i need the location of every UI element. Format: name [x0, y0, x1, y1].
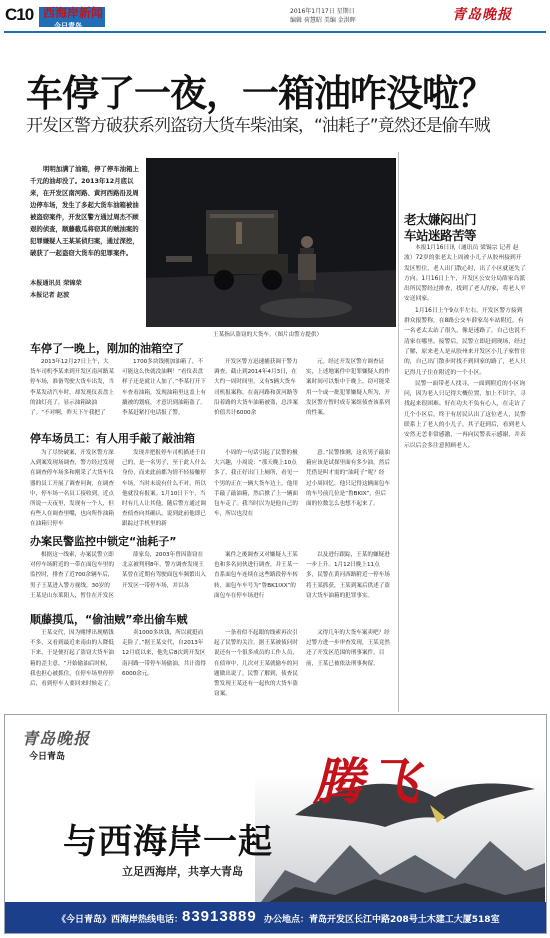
issue-date: 2016年1月17日 星期日: [290, 8, 355, 15]
advertisement: [4, 714, 547, 934]
credit-correspondent: 本报通讯员 荣锦荣: [30, 280, 82, 287]
masthead-rule: [4, 31, 546, 33]
column-text: 案件之後调查又对嫌疑人王某也和多名同伙进行调查，并王某一直系面包车连续在这些路段停车转转，面包车车号为“鲁BK1IXX”的面包车在停车场进行: [214, 552, 298, 599]
text-column: [214, 550, 298, 606]
ad-sub-slogan: 立足西海岸，共享大青岛: [122, 865, 243, 878]
section-heading: 停车场员工：有人用手敲了敲油箱: [30, 432, 195, 445]
sidebar-title-line-2: 车站迷路苦等: [404, 228, 477, 243]
section-columns: [30, 357, 390, 423]
column-text: 小周的一句话引起了民警的极大兴趣，小周说：“那天晚上10点多了，我正好出门上厕所，看见一个男的正在一辆大货车边上，他用手敲了敲油箱，然后掀了上一辆面包车走了。我当时以为是他自己的车，所以也没在: [214, 450, 298, 518]
sidebar-paragraph: 民警一面带老人找寻，一面到附近的小区询问，因为老人只记得大概位置，加上不识字，寻找起来很困难。好在功夫不负有心人，在走访了几个小区后，终于有居民认出了这位老人，民警联系上了老人的小儿子，其子赶到后，看到老人安然无恙非常感激，一再向民警表示感谢，并表示以后会多注意照顾老人。: [404, 380, 526, 449]
column-text: 意。”民警推测，这名男子敲油箱应该是试探里面有多少油，然后凭借是叫才需的“油耗子”呢？经过小周回忆，他只记得这辆面包车的车号前几位是“鲁BKIX”，但后面的位数怎么也想不起来了。: [306, 450, 390, 508]
text-column: [306, 448, 390, 528]
ad-newspaper-logo: 青岛晚报: [22, 729, 91, 748]
column-text: 发现并把报停车司机描述于自己的，是一名男子，至于此人什么身份，而来此前都为情不轻接触停车场，当时未说有什么不对，所以他就没有报案。1月10日下午，当时有几人让其他，随后警方通过调查侦查向其确认，说到此前他即已跟踪过手机里的新: [122, 450, 206, 528]
ad-phone-number: 83913889: [182, 908, 257, 925]
column-divider: [398, 152, 399, 712]
sidebar-paragraph: 本报1月16日讯（通讯员 梁锡宗 记者 赵波）72岁的张老太上周被小儿子从胶州接到开发区暂住，老人出门散心时，出了小区就迷失了方向。1月16日上午，开发区公安分局薛家岛派出所民警经过排查，找到了老人的家，将老人平安送回家。: [404, 245, 526, 303]
ad-main-slogan: 与西海岸一起: [63, 822, 273, 862]
ad-calligraphy: 腾飞: [313, 752, 425, 811]
photo-caption: 王某指认盗窃的大货车。（图片由警方提供）: [213, 332, 323, 338]
text-column: [214, 628, 298, 706]
ad-hotline-label: 《今日青岛》西海岸热线电话：: [57, 915, 184, 925]
text-column: [122, 448, 206, 528]
editor-credits: 编辑 荷慧昭 美编 金洪晖: [290, 17, 356, 24]
article-headline: 车停了一夜，一箱油咋没啦？: [26, 72, 494, 115]
section-subtitle: 今日青岛: [54, 22, 82, 30]
photo-night-truck: [146, 158, 396, 327]
column-text: 王某交代，因为赌博出现赌钱不多，又看到最近来南由的人降低下来，于是便打起了盗窃大货车油箱的歪主意。“开始偷油后时候，我也担心被抓住，在停车场里停停后，看到停车人要回来时候走了。: [30, 630, 114, 688]
section-title: 西海岸新闻: [43, 6, 104, 20]
credit-reporter: 本报记者 赵波: [30, 292, 70, 299]
page-number: C10: [5, 5, 34, 24]
text-column: [30, 628, 114, 706]
ad-office-address: 办公地点：青岛开发区长江中路208号土木建工大厦518室: [264, 915, 500, 925]
text-column: [306, 357, 390, 423]
section-heading: 车停了一晚上，刚加的油箱空了: [30, 342, 184, 355]
column-text: 开发区警方迅速捕获调千警力调查。截止到2014年4月3日，在大约一周时间里，又有5辆大货车司机报案称，在南河路和黄河路等沿着路的大货车油箱被盗，总涉案价值共计6000余: [214, 359, 298, 417]
section-columns: [30, 550, 390, 606]
text-column: [30, 357, 114, 423]
column-text: 根据这一线索，办案民警立即对停车场附近的一带在面包车里的监控时，排查了近700余辆车后，男子王某进入警方视线。30岁的王某是山东莱阳人，暂住在开发区: [30, 552, 114, 599]
text-column: [306, 550, 390, 606]
newspaper-logo: 青岛晚报: [452, 7, 512, 23]
sidebar-title-line-1: 老太嫌闷出门: [404, 212, 477, 227]
section-columns: [30, 448, 390, 528]
masthead: [0, 0, 550, 30]
column-text: 元。经过开发区警方调查证实，上述地案件中犯罪嫌疑人的作案时间可以集中于晚上，窃可能采用一个或一批犯罪嫌疑人所为，开发区警方暂时成专案组侦查该系列的性案。: [306, 359, 390, 417]
article-photo: [146, 158, 396, 327]
column-text: 卖1000多块钱，所以就挺而走险了。”据王某交代，自2013年12月底以来，他先后8次到开发区南河路一带停车场偷油，共计盗得6000余元。: [122, 630, 206, 677]
sidebar-paragraph: 1月16日上午9点半左右，开发区警方接到群众报警称，在8路公交车薛家岛车站附近，有一名老太太站了很久，像是迷路了，自己也说不清家在哪里。接警后，民警立即赶到现场，经过了解，原来老人是从胶州来开发区小儿子家暂住的，自己出门散步时找不到回家的路了，老人只记得儿子住在附近的一个小区。: [404, 307, 526, 376]
column-text: 一条看似不起眼的线索再次引起了民警的关注。据王某被侦问时说还有一个很多成员的工作人员，在侦审中，几次对王某就偷车的问题做出说了，民警了解到，侦查民警发现王某还有一起伙的大货车盗窃案。: [214, 630, 298, 698]
column-text: 以及进行跟踪，王某的嫌疑进一步上升。1月12日晚上11点多，民警在黄河西路附近一停车场将王某抓获，王某到案后供述了盗窃大货车油箱的犯罪事实。: [306, 552, 390, 599]
text-column: [214, 448, 298, 528]
text-column: [214, 357, 298, 423]
column-text: 2013年12月27日上午，大货车司机李某来到开发区南河路某停车场，准备驾驶大货车出发，当李某发动汽车时，却发现仪表盘上的油灯亮了，显示油箱缺油了。“不对啊，昨天下午我把了: [30, 359, 114, 417]
text-column: [122, 550, 206, 606]
section-heading: 办案民警监控中锁定“油耗子”: [30, 535, 177, 548]
article-subhead: 开发区警方破获系列盗窃大货车柴油案，“油耗子”竟然还是偷车贼: [26, 116, 490, 136]
text-column: [122, 357, 206, 423]
text-column: [30, 550, 114, 606]
text-column: [306, 628, 390, 706]
column-text: 为了尽快破案，开发区警方深入到案发现场调查，警方经过发现在调查停车场多和刚采了大货车仪器的员工开展了调查问询，在调查中，停车场一名员工接收到，近点所说一天夜里，发现有一个人，但有些人在调查里嘴，也向所作油箱在油箱只停车: [30, 450, 114, 528]
sidebar-article-body: [404, 243, 526, 452]
section-heading: 顺藤摸瓜，“偷油贼”牵出偷车贼: [30, 613, 188, 626]
article-lead: 明明加满了油箱，停了停车油箱上千元的油却没了。2013年12月底以来，在开发区南河路、黄河西路沿及周边停车场，发生了多起大货车油箱被油被盗窃案件，开发区警方通过周杰不顾艰的侦查，顺藤截瓜将窃其的贼油案的犯罪嫌疑人王某某侦归案，通过深挖，破获了一起盗窃大货车的犯罪案件。: [30, 165, 139, 257]
column-text: 1700多块钱刚加油箱了，不可能这么快就没油啊！”看仪表盘样子还是就让人加了，”李某打开下车查看油箱，发现油箱里这盖上有撬被的划痕，才意识到油箱盗了。李某赶紧打电话报了警。: [122, 359, 206, 417]
ad-logo-subtitle: 今日青岛: [29, 752, 66, 762]
text-column: [30, 448, 114, 528]
section-columns: [30, 628, 390, 706]
column-text: 薛家岛，2003年曾因盗窃在北京被判刑8年。警方调查发现王某曾在近期有驾驶面包车频繁出入开发区一带停车场，并以各: [122, 552, 206, 589]
text-column: [122, 628, 206, 706]
column-text: 又得几年的大货车案卖吧？经过警方进一步审查发现，王某竟然还了开发区范围的刑事案件，目前，王某已被依法刑事拘留。: [306, 630, 390, 667]
